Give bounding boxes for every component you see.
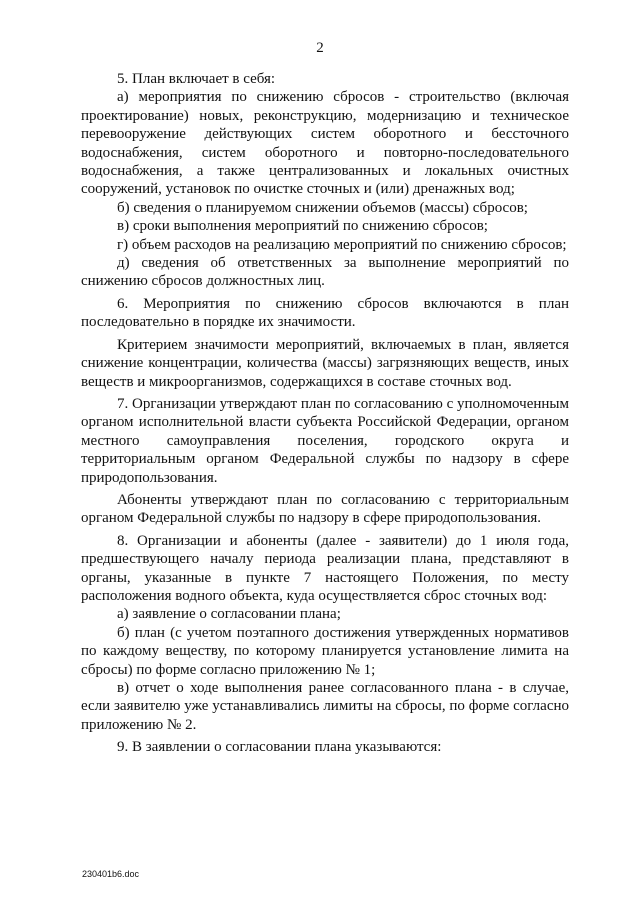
footer-document-code: 230401b6.doc: [82, 869, 140, 879]
paragraph-item-7: 7. Организации утверждают план по согласованию с уполномоченным органом исполнительной власти субъекта Российской Федерации, органом местного самоуправления поселения, городского округа и территориальным органом Федеральной службы по надзору в сфере природопользования.: [81, 395, 569, 486]
paragraph-subscribers: Абоненты утверждают план по согласованию с территориальным органом Федеральной службы по надзору в сфере природопользования.: [81, 491, 569, 527]
paragraph-subitem-a: а) мероприятия по снижению сбросов - строительство (включая проектирование) новых, реконструкцию, модернизацию и техническое перевооружение действующих систем оборотного и бессточного водоснабжения, систем оборотного и повторно-последовательного водоснабжения, а также централизованных и локальных очистных сооружений, установок по очистке сточных и (или) дренажных вод;: [81, 89, 569, 198]
paragraph-subitem-b: б) сведения о планируемом снижении объемов (массы) сбросов;: [117, 199, 528, 216]
paragraph-item-9: 9. В заявлении о согласовании плана указываются:: [117, 739, 442, 756]
paragraph-item-6: 6. Мероприятия по снижению сбросов включаются в план последовательно в порядке их значимости.: [81, 295, 569, 331]
paragraph-item-8-a: а) заявление о согласовании плана;: [117, 606, 341, 623]
page-number: 2: [316, 40, 324, 56]
paragraph-subitem-g: г) объем расходов на реализацию мероприятий по снижению сбросов;: [117, 236, 567, 253]
paragraph-subitem-v: в) сроки выполнения мероприятий по снижению сбросов;: [117, 218, 488, 235]
paragraph-item-8-v: в) отчет о ходе выполнения ранее согласованного плана - в случае, если заявителю уже устанавливались лимиты на сбросы, по форме согласно приложению № 2.: [81, 680, 569, 733]
paragraph-subitem-d: д) сведения об ответственных за выполнение мероприятий по снижению сбросов должностных лиц.: [81, 255, 569, 290]
paragraph-item-8-b: б) план (с учетом поэтапного достижения утвержденных нормативов по каждому веществу, по которому планируется установление лимита на сбросы) по форме согласно приложению № 1;: [81, 624, 569, 678]
paragraph-criteria: Критерием значимости мероприятий, включаемых в план, является снижение концентрации, количества (массы) загрязняющих веществ, иных веществ и микроорганизмов, содержащихся в составе сточных вод.: [81, 336, 569, 390]
paragraph-item-8: 8. Организации и абоненты (далее - заявители) до 1 июля года, предшествующего началу периода реализации плана, представляют в органы, указанные в пункте 7 настоящего Положения, по месту расположения водного объекта, куда осуществляется сброс сточных вод:: [81, 532, 569, 604]
document-body: [81, 70, 569, 757]
paragraph-item-5: 5. План включает в себя:: [117, 71, 276, 87]
